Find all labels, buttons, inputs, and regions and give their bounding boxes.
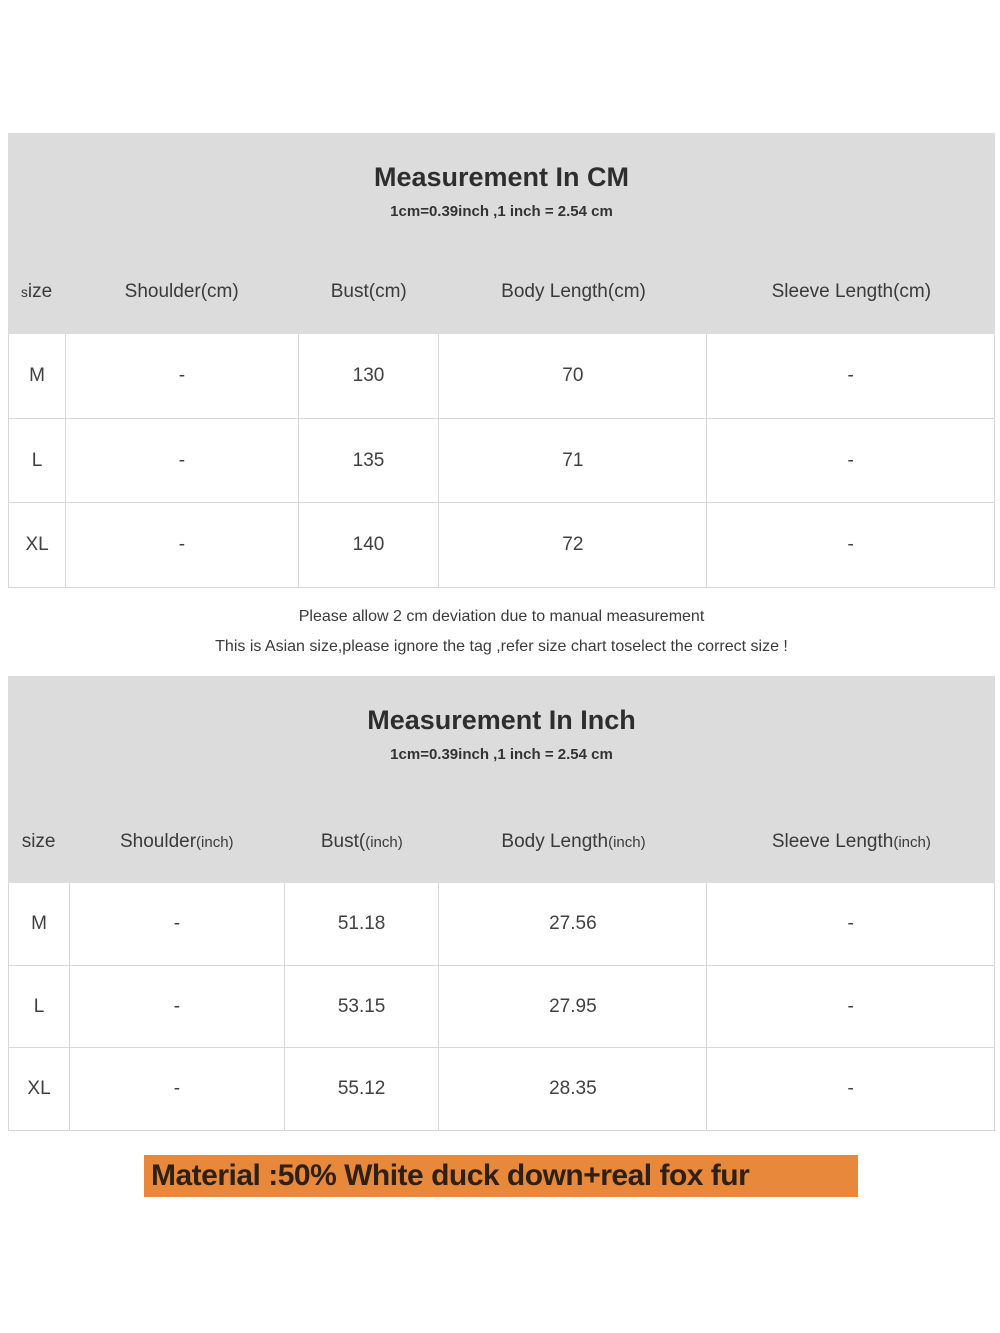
bust-cell: 130: [299, 334, 440, 418]
body-length-cell: 70: [439, 334, 707, 418]
size-cell: XL: [9, 1048, 70, 1130]
sleeve-length-cell: -: [847, 912, 854, 934]
bust-cell: 55.12: [285, 1048, 440, 1130]
inch-col-header-sleeve-length: Sleeve Length (inch): [771, 831, 931, 852]
inch-table-column-headers: [8, 822, 995, 862]
bust-cell: 140: [299, 503, 440, 587]
cm-col-header-size-label: size: [21, 281, 53, 302]
cm-table-title: Measurement In CM: [373, 162, 630, 192]
bust-cell: 135: [299, 419, 440, 503]
cm-table-row-m: [9, 334, 994, 418]
shoulder-cell: -: [70, 966, 285, 1048]
cm-col-header-bust: Bust(cm): [330, 281, 407, 302]
cm-col-header-body-length: Body Length(cm): [501, 281, 646, 302]
inch-table-row-xl: [9, 1047, 994, 1130]
cm-table-row-l: [9, 418, 994, 503]
size-cell: L: [9, 966, 70, 1048]
shoulder-cell: -: [66, 503, 298, 587]
cm-table-column-headers: [8, 272, 995, 312]
cm-table-subtitle: 1cm=0.39inch ,1 inch = 2.54 cm: [390, 203, 613, 220]
cm-table-panel: [8, 133, 995, 334]
size-cell: L: [9, 419, 66, 503]
note-asian-size: This is Asian size,please ignore the tag ,refer size chart toselect the correct size !: [215, 638, 788, 655]
inch-col-header-shoulder: Shoulder (inch): [119, 831, 234, 852]
inch-col-header-body-length: Body Length (inch): [501, 831, 646, 852]
body-length-cell: 72: [439, 503, 707, 587]
inch-table-panel: [8, 676, 995, 883]
cm-col-header-shoulder: Shoulder(cm): [124, 281, 239, 302]
inch-col-header-size: size: [21, 831, 56, 852]
shoulder-cell: -: [70, 1048, 285, 1130]
shoulder-cell: -: [66, 334, 298, 418]
sleeve-length-cell: -: [847, 1078, 854, 1100]
sleeve-length-cell: -: [847, 995, 854, 1017]
shoulder-cell: -: [66, 419, 298, 503]
cm-table-body: [8, 334, 995, 588]
inch-table-subtitle: 1cm=0.39inch ,1 inch = 2.54 cm: [390, 746, 613, 763]
body-length-cell: 27.56: [439, 883, 707, 965]
bust-cell: 51.18: [285, 883, 440, 965]
inch-table-body: [8, 883, 995, 1131]
note-deviation: Please allow 2 cm deviation due to manual measurement: [298, 608, 705, 625]
size-cell: M: [9, 883, 70, 965]
body-length-cell: 28.35: [439, 1048, 707, 1130]
sleeve-length-cell: -: [847, 364, 854, 386]
inch-col-header-bust: Bust( (inch): [320, 831, 403, 852]
measurement-notes: [8, 588, 995, 676]
cm-col-header-sleeve-length: Sleeve Length(cm): [771, 281, 932, 302]
size-cell: M: [9, 334, 66, 418]
size-cell: XL: [9, 503, 66, 587]
bust-cell: 53.15: [285, 966, 440, 1048]
body-length-cell: 71: [439, 419, 707, 503]
sleeve-length-cell: -: [847, 534, 854, 556]
sleeve-length-cell: -: [847, 449, 854, 471]
shoulder-cell: -: [70, 883, 285, 965]
inch-table-title: Measurement In Inch: [367, 705, 636, 735]
inch-table-row-m: [9, 883, 994, 965]
material-highlight-bar: [144, 1155, 858, 1197]
body-length-cell: 27.95: [439, 966, 707, 1048]
material-text: Material :50% White duck down+real fox fur: [151, 1159, 750, 1192]
inch-table-row-l: [9, 965, 994, 1048]
cm-table-row-xl: [9, 502, 994, 587]
cm-col-header-size: [8, 272, 65, 312]
